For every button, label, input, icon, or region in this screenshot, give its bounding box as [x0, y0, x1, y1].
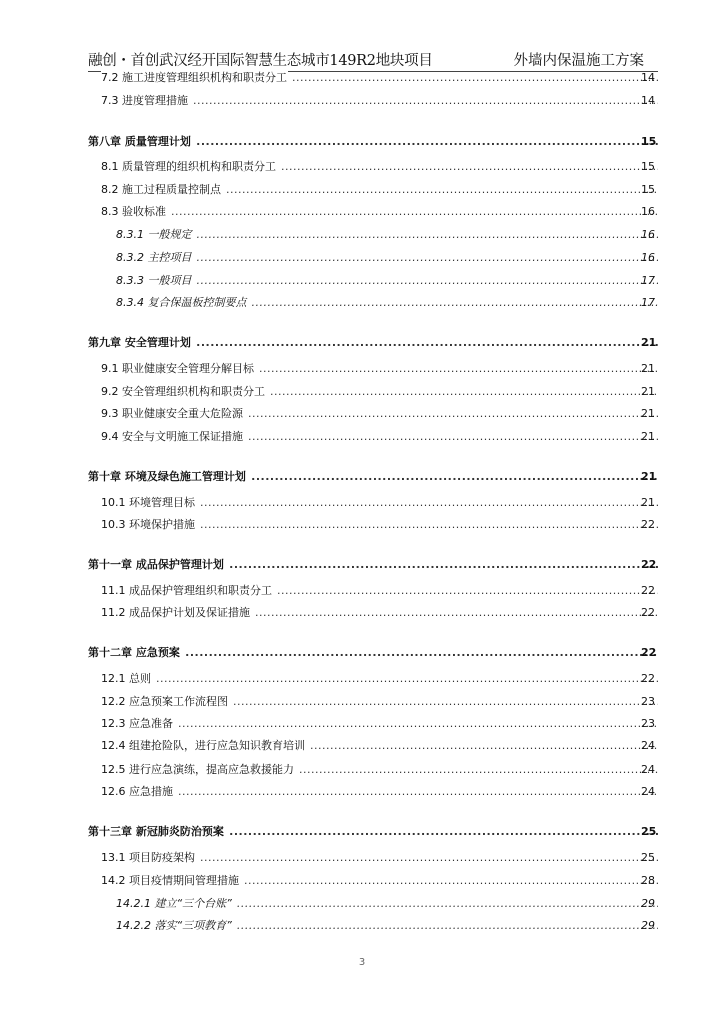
toc-entry-page: 14	[641, 71, 655, 84]
toc-entry-label	[101, 670, 658, 688]
toc-section-entry[interactable]	[0, 604, 724, 622]
toc-section-entry[interactable]	[0, 158, 724, 176]
toc-entry-page: 16	[641, 205, 655, 218]
toc-entry-text: 10.3 环境保护措施	[101, 518, 195, 531]
toc-chapter-entry[interactable]	[0, 334, 724, 352]
toc-entry-label	[88, 644, 658, 662]
toc-entry-label	[101, 158, 658, 176]
toc-section-entry[interactable]	[0, 405, 724, 423]
toc-entry-page: 28	[641, 874, 655, 887]
toc-entry-label	[101, 69, 658, 87]
toc-entry-text: 第十章 环境及绿色施工管理计划	[88, 470, 246, 483]
toc-entry-page: 15	[641, 183, 655, 196]
toc-subsection-entry[interactable]	[0, 226, 724, 244]
toc-entry-text: 12.3 应急准备	[101, 717, 173, 730]
toc-entry-text: 第十一章 成品保护管理计划	[88, 558, 224, 571]
toc-entry-page: 21	[641, 336, 657, 349]
toc-entry-page: 15	[641, 160, 655, 173]
toc-entry-text: 14.2 项目疫情期间管理措施	[101, 874, 239, 887]
toc-entry-label	[101, 715, 658, 733]
toc-entry-text: 11.1 成品保护管理组织和职责分工	[101, 584, 272, 597]
toc-entry-text: 9.2 安全管理组织机构和职责分工	[101, 385, 265, 398]
toc-entry-label	[88, 468, 658, 486]
toc-entry-page: 24	[641, 785, 655, 798]
toc-entry-text: 8.2 施工过程质量控制点	[101, 183, 221, 196]
toc-entry-text: 8.3 验收标准	[101, 205, 166, 218]
toc-section-entry[interactable]	[0, 516, 724, 534]
toc-entry-label	[101, 582, 658, 600]
toc-entry-text: 第十三章 新冠肺炎防治预案	[88, 825, 224, 838]
toc-entry-text: 10.1 环境管理目标	[101, 496, 195, 509]
toc-entry-label	[116, 226, 658, 244]
toc-entry-page: 16	[641, 228, 655, 241]
toc-section-entry[interactable]	[0, 92, 724, 110]
toc-entry-text: 9.1 职业健康安全管理分解目标	[101, 362, 254, 375]
toc-section-entry[interactable]	[0, 582, 724, 600]
toc-section-entry[interactable]	[0, 383, 724, 401]
toc-entry-page: 17	[641, 274, 655, 287]
toc-entry-page: 21	[641, 407, 655, 420]
toc-entry-label	[101, 405, 658, 423]
toc-entry-label	[101, 428, 658, 446]
toc-entry-text: 12.2 应急预案工作流程图	[101, 695, 228, 708]
toc-section-entry[interactable]	[0, 715, 724, 733]
toc-entry-text: 7.2 施工进度管理组织机构和职责分工	[101, 71, 287, 84]
toc-subsection-entry[interactable]	[0, 272, 724, 290]
toc-section-entry[interactable]	[0, 181, 724, 199]
toc-entry-label	[101, 360, 658, 378]
toc-entry-page: 24	[641, 739, 655, 752]
toc-entry-label	[116, 895, 658, 913]
toc-entry-page: 22	[641, 518, 655, 531]
toc-section-entry[interactable]	[0, 761, 724, 779]
toc-entry-page: 21	[641, 385, 655, 398]
toc-entry-page: 22	[641, 558, 657, 571]
page-number: 3	[358, 957, 366, 968]
toc-entry-label	[88, 823, 658, 841]
toc-entry-page: 29	[641, 897, 655, 910]
toc-entry-page: 21	[641, 362, 655, 375]
toc-entry-text: 12.5 进行应急演练，提高应急救援能力	[101, 763, 294, 776]
toc-entry-page: 22	[641, 672, 655, 685]
toc-entry-page: 15	[641, 135, 657, 148]
header-document-title: 外墙内保温施工方案	[513, 53, 644, 69]
toc-subsection-entry[interactable]	[0, 917, 724, 935]
toc-entry-page: 23	[641, 717, 655, 730]
toc-entry-label	[101, 516, 658, 534]
toc-entry-text: 第十二章 应急预案	[88, 646, 180, 659]
toc-section-entry[interactable]	[0, 872, 724, 890]
toc-entry-page: 22	[641, 606, 655, 619]
toc-entry-label	[101, 849, 658, 867]
toc-entry-page: 25	[641, 825, 657, 838]
toc-section-entry[interactable]	[0, 494, 724, 512]
toc-entry-page: 21	[641, 470, 657, 483]
toc-entry-text: 第八章 质量管理计划	[88, 135, 191, 148]
toc-section-entry[interactable]	[0, 693, 724, 711]
toc-subsection-entry[interactable]	[0, 895, 724, 913]
toc-chapter-entry[interactable]	[0, 644, 724, 662]
toc-entry-page: 17	[641, 296, 655, 309]
toc-entry-text: 8.1 质量管理的组织机构和职责分工	[101, 160, 276, 173]
toc-entry-text: 9.3 职业健康安全重大危险源	[101, 407, 243, 420]
toc-entry-text: 8.3.1 一般规定	[116, 228, 192, 241]
toc-entry-text: 9.4 安全与文明施工保证措施	[101, 430, 243, 443]
toc-section-entry[interactable]	[0, 737, 724, 755]
toc-section-entry[interactable]	[0, 69, 724, 87]
toc-entry-label	[116, 272, 658, 290]
toc-entry-text: 12.1 总则	[101, 672, 151, 685]
toc-section-entry[interactable]	[0, 428, 724, 446]
toc-entry-text: 11.2 成品保护计划及保证措施	[101, 606, 250, 619]
toc-entry-label	[101, 92, 658, 110]
toc-section-entry[interactable]	[0, 783, 724, 801]
toc-entry-page: 21	[641, 496, 655, 509]
toc-entry-text: 13.1 项目防疫架构	[101, 851, 195, 864]
toc-entry-page: 23	[641, 695, 655, 708]
toc-chapter-entry[interactable]	[0, 823, 724, 841]
toc-section-entry[interactable]	[0, 670, 724, 688]
toc-entry-label	[116, 917, 658, 935]
toc-entry-label	[101, 783, 658, 801]
toc-entry-text: 8.3.2 主控项目	[116, 251, 192, 264]
toc-entry-label	[101, 604, 658, 622]
toc-entry-label	[101, 872, 658, 890]
toc-chapter-entry[interactable]	[0, 468, 724, 486]
toc-entry-label	[101, 494, 658, 512]
toc-entry-label	[101, 693, 658, 711]
toc-entry-label	[101, 761, 658, 779]
toc-entry-label	[101, 383, 658, 401]
toc-section-entry[interactable]	[0, 203, 724, 221]
toc-entry-label	[101, 203, 658, 221]
toc-entry-label	[101, 181, 658, 199]
toc-entry-text: 14.2.2 落实“三项教育”	[116, 919, 232, 932]
toc-entry-text: 8.3.4 复合保温板控制要点	[116, 296, 247, 309]
toc-entry-page: 14	[641, 94, 655, 107]
toc-entry-text: 14.2.1 建立“三个台账”	[116, 897, 232, 910]
header-project-title: 融创・首创武汉经开国际智慧生态城市149R2地块项目	[88, 53, 433, 69]
toc-entry-label	[88, 334, 658, 352]
toc-entry-page: 22	[641, 584, 655, 597]
toc-entry-text: 第九章 安全管理计划	[88, 336, 191, 349]
toc-entry-page: 16	[641, 251, 655, 264]
toc-entry-label	[101, 737, 658, 755]
toc-entry-text: 7.3 进度管理措施	[101, 94, 188, 107]
toc-entry-text: 8.3.3 一般项目	[116, 274, 192, 287]
toc-entry-page: 29	[641, 919, 655, 932]
toc-subsection-entry[interactable]	[0, 249, 724, 267]
toc-entry-label	[88, 556, 658, 574]
toc-subsection-entry[interactable]	[0, 294, 724, 312]
toc-entry-label	[116, 294, 658, 312]
toc-section-entry[interactable]	[0, 849, 724, 867]
toc-entry-label	[116, 249, 658, 267]
toc-entry-page: 24	[641, 763, 655, 776]
toc-chapter-entry[interactable]	[0, 133, 724, 151]
toc-entry-page: 25	[641, 851, 655, 864]
toc-entry-text: 12.4 组建抢险队，进行应急知识教育培训	[101, 739, 305, 752]
toc-entry-label	[88, 133, 658, 151]
toc-chapter-entry[interactable]	[0, 556, 724, 574]
toc-entry-text: 12.6 应急措施	[101, 785, 173, 798]
toc-entry-page: 22	[641, 646, 657, 659]
toc-section-entry[interactable]	[0, 360, 724, 378]
toc-entry-page: 21	[641, 430, 655, 443]
